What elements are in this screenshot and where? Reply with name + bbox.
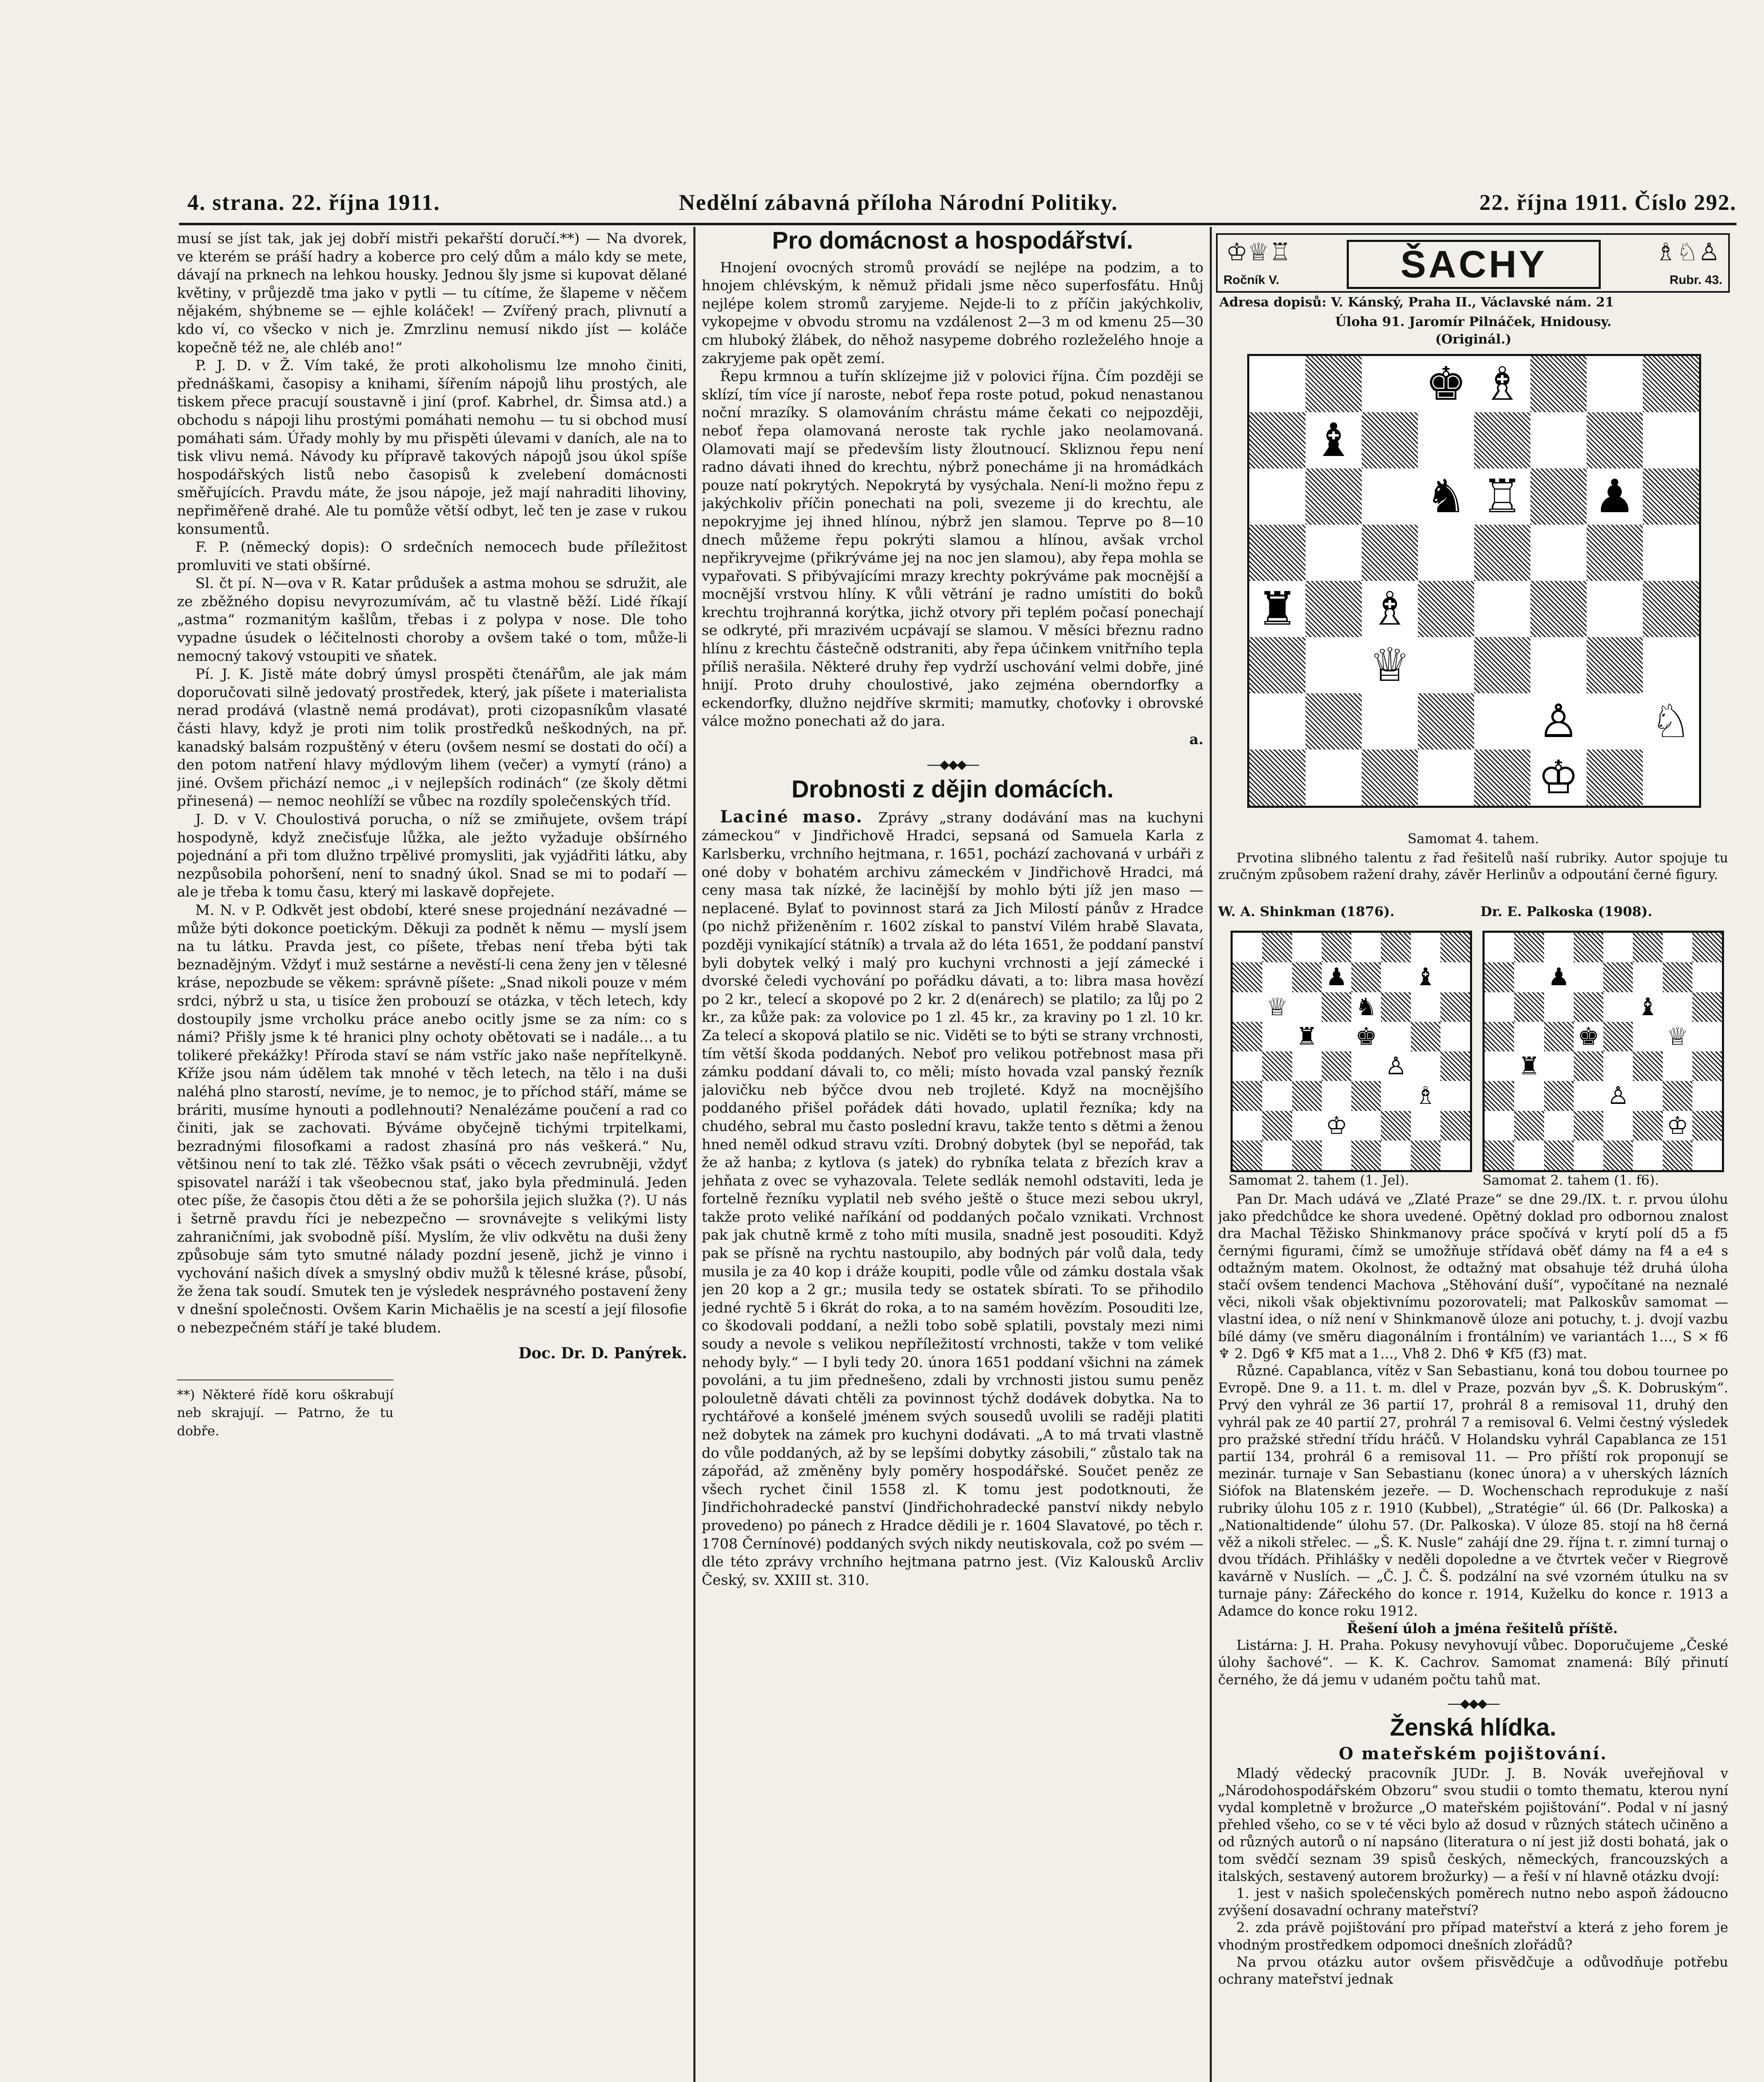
board-square bbox=[1249, 525, 1306, 581]
section-title: Ženská hlídka. bbox=[1390, 1714, 1557, 1741]
board-square bbox=[1587, 693, 1643, 750]
board-square bbox=[1233, 1111, 1262, 1141]
article-signature: a. bbox=[1189, 731, 1203, 748]
board-square bbox=[1603, 992, 1633, 1022]
board-square bbox=[1306, 750, 1362, 806]
board-square bbox=[1603, 1141, 1633, 1170]
board-square bbox=[1306, 525, 1362, 581]
board-square bbox=[1362, 356, 1418, 412]
board-square bbox=[1692, 1081, 1722, 1111]
board-square bbox=[1474, 693, 1530, 750]
author-signature: Doc. Dr. D. Panýrek. bbox=[518, 1345, 687, 1362]
board-square bbox=[1233, 962, 1262, 992]
paragraph: Řepu krmnou a tuřín sklízejme již v polovici října. Čím později se sklízí, tím více jí naroste, neboť řepa roste potud, pokud nenastanou noční mrazíky. S olamováním chrástu máme čekati co nejpozději, neboť řepa olamovaná neroste tak rychle jako neolamovaná. Olamovati mají se především listy žloutnoucí. Skliznou řepu není radno dávati ihned do krechtu, nýbrž ponecháme ji na hromádkách pouze natí pokrytých. Nepokrytá by vysýchala. Není-li možno řepu z jakýchkoliv příčin ponechati na poli, svezeme ji do krechtu, ale nepokryjme jej ihned hlínou, nýbrž jen slamou. Teprve po 8—10 dnech můžeme řepu pokrýti slamou a hlínou, avšak vrchol nepřikryvejme (přikrýváme jej na noc jen slamou), aby řepa mohla se vypařovati. S přibývajícími mrazy krechty pokrýváme pak mocnější a mocnější vrstvou hlíny. K vůli větrání je radno umístiti do boků krechtu trojhranná korýtka, jichž otvory při teplém počasí ponechají se odkryté, při mrazivém ucpávají se slamou. V měsíci březnu radno hlínu z krechtu částečně odstraniti, aby řepa účinkem vnitřního tepla příliš nerašila. Některé druhy řep vydrží uschování velmi dobře, jiné hnijí. Proto druhy choulostivé, jako zejména oberndorfky a eckendorfky, dlužno nejdříve skrmiti; mamutky, choťovky i obrovské válce možno ponechati až do jara. bbox=[702, 368, 1203, 730]
board-square bbox=[1587, 356, 1643, 412]
paragraph: Pan Dr. Mach udává ve „Zlaté Praze“ se dne 29./IX. t. r. prvou úlohu jako předchůdce ke shora uvedené. Opětný doklad pro odbornou znalost dra Machal Těžisko Shinkmanovy práce spočívá v krytí polí d5 a f5 černými figurami, čímž se umožňuje střídavá oběť dámy na f4 a e4 s odtažným matem. Okolnost, že odtažný mat obsahuje též druhá úloha stačí ovšem tendenci Machova „Stěhování duší“, vypočítané na neznalé věci, nikoli však objektivnímu pozorovateli; mat Palkoskův samomat — vlastní idea, o níž není v Shinkmanově úloze ani potuchy, t. j. dvojí vazbu bílé dámy (ve směru diagonálním i frontálním) ve variantách 1…, S × f6 ♆ 2. Dg6 ♆ Kf5 mat a 1…, Vh8 2. Dh6 ♆ Kf5 (f3) mat. bbox=[1218, 1191, 1728, 1362]
board-square bbox=[1322, 1051, 1351, 1081]
column-household bbox=[702, 230, 1203, 2082]
board-square bbox=[1633, 1111, 1662, 1141]
chess-piece-icon: ♚ bbox=[1351, 1022, 1381, 1051]
board-square bbox=[1418, 525, 1474, 581]
board-square bbox=[1514, 962, 1544, 992]
chess-piece-icon: ♜ bbox=[1514, 1051, 1544, 1081]
board-square bbox=[1292, 1051, 1322, 1081]
board-square bbox=[1418, 637, 1474, 693]
board-square bbox=[1544, 933, 1574, 962]
board-square bbox=[1292, 1111, 1322, 1141]
board-square bbox=[1587, 412, 1643, 468]
board-square bbox=[1603, 1022, 1633, 1051]
board-square bbox=[1306, 693, 1362, 750]
board-square bbox=[1633, 962, 1662, 992]
board-square bbox=[1474, 750, 1530, 806]
board-square bbox=[1544, 1081, 1574, 1111]
board-square bbox=[1351, 1051, 1381, 1081]
board-square bbox=[1474, 581, 1530, 637]
board-square bbox=[1322, 1022, 1351, 1051]
board-square bbox=[1351, 1081, 1381, 1111]
chess-piece-icon: ♙ bbox=[1530, 693, 1587, 750]
paragraph: Hnojení ovocných stromů provádí se nejlépe na podzim, a to hnojem chlévským, k němuž přidali jsme něco superfosfátu. Hnůj nejlépe kolem stromů zaryjeme. Nejde-li to z příčin jakýchkoliv, vykopejme v obvodu stromu na vzdálenost 2—3 m od kmenu 25—30 cm hluboký žlábek, do něhož nasypeme dobrého rozleželého hnoje a zakryjeme pak opět zemí. bbox=[702, 259, 1203, 367]
board-square bbox=[1544, 1111, 1574, 1141]
board-square bbox=[1262, 962, 1292, 992]
board-right-caption: Samomat 2. tahem (1. f6). bbox=[1482, 1172, 1659, 1188]
board-square bbox=[1692, 1022, 1722, 1051]
board-square bbox=[1249, 637, 1306, 693]
board-square bbox=[1603, 1051, 1633, 1081]
paragraph: musí se jíst tak, jak jej dobří mistři pekařští doručí.**) — Na dvorek, ve kterém se práší hadry a koberce pro celý dům a málo kdy se mete, dávají na prknech na lehkou housky. Jednou šly jsme si kupovat dělané květiny, v průjezdě tma jako v pytli — tu cítíme, že šlapeme v něčem nějakém, shýbneme se — ejhle koláček! — Zvířený prach, plivnutí a kdo ví, co všecko v nich je. Zmrzlinu nemusí nikdo jíst — koláče kopečně též ne, ale chléb ano!“ bbox=[177, 230, 687, 356]
chess-piece-icon: ♞ bbox=[1351, 992, 1381, 1022]
paragraph: Prvotina slibného talentu z řad řešitelů naší rubriky. Autor spojuje tu zručným způsobem ražení drahy, závěr Herlinův a odpoutání černé figury. bbox=[1218, 850, 1728, 882]
chess-board-main bbox=[1247, 354, 1701, 808]
paragraph: 2. zda právě pojištování pro případ mateřství a která z jeho forem je vhodným prostředkem odpomoci dnešních zlořádů? bbox=[1218, 1920, 1728, 1953]
board-square bbox=[1440, 1141, 1470, 1170]
paragraph: M. N. v P. Odkvět jest období, které snese projednání nezávadné — může býti dokonce poetickým. Děkuji za podnět k němu — myslí jsem na tu látku. Pravda jest, co píšete, třebas není třeba býti tak beznadějným. Vždyť i muž sestárne a nevěstí-li cena ženy jen v tělesné kráse, nepozbude se věkem: správně píšete: „Snad nikoli pouze v mém srdci, nýbrž u sta, u tisíce žen probouzí se otázka, v těch letech, kdy dostoupily jsme vrcholku práce anebo ocitly jsme se za ním: co s námi? Přišly jsme k té hranici plny ochoty obětovati se i nadále… a tu tolikeré překážky! Příroda staví se nám vstříc jako naše nepřítelkyně. Kříže jsou nám údělem tak mnohé v těch letech, na tělo i na duši naléhá plno starostí, nevíme, je to nemoc, je to příchod stáří, máme se bráriti, musíme hynouti a podlehnouti? Nenalézáme poučení a rad co činiti, jak se zachovati. Býváme obyčejně tichými trpitelkami, bezradnými filosofkami a radost zhasíná pro nás veškerá.“ Nu, většinou není to tak zlé. Těžko však psáti o věcech zevrubněji, vždyť spisovatel naráží i tak všeobecnou stať, jako byla předminulá. Jeden otec píše, že časopis čtou děti a že se pohoršila jejich služka (?). U nás i šetrně pravdu říci je nebezpečno — srovnávejte s velikými listy zahraničními, jak svobodně píší. Myslím, že vliv odkvětu na duši ženy způsobuje sám tyto smutné nálady pozdní jeseně, jichž je vinno i vychování našich dívek a smyslný obdiv mužů k tělesné kráse, působí, že žena tak soudí. Smutek ten je výsledek nesprávného postavení ženy v dnešní společnosti. Ovšem Karin Michaëlis je na scestí a její filosofie o nebezpečném stáří je také bludem. bbox=[177, 902, 687, 1336]
page-header bbox=[187, 189, 1737, 223]
chess-piece-icon: ♟ bbox=[1544, 962, 1574, 992]
board-square bbox=[1530, 356, 1587, 412]
board-square bbox=[1411, 1141, 1440, 1170]
footnote: **) Některé řídě koru oškrabují neb skrajují. — Patrno, že tu dobře. bbox=[177, 1380, 394, 1441]
board-square bbox=[1587, 637, 1643, 693]
article-subtitle: Laciné maso. bbox=[720, 807, 863, 827]
board-square bbox=[1249, 468, 1306, 525]
board-square bbox=[1485, 1111, 1514, 1141]
chess-piece-icon: ♞ bbox=[1418, 468, 1474, 525]
board-square bbox=[1474, 637, 1530, 693]
chess-piece-icon: ♚ bbox=[1574, 1022, 1603, 1051]
board-square bbox=[1249, 356, 1306, 412]
board-square bbox=[1643, 637, 1699, 693]
paragraph: J. D. v V. Choulostivá porucha, o níž se zmiňujete, ovšem trápí hospodyně, když znečisťuje lůžka, ale ježto vyžaduje obšírného pojednání a při tom dlužno trpělivé promysliti, jak vyjádřiti látku, aby nezpůsobila pohoršení, není to snadný úkol. Snad se mi to podaří — ale je třeba k tomu času, který mi laskavě dopřejete. bbox=[177, 811, 687, 901]
board-square bbox=[1292, 933, 1322, 962]
board-square bbox=[1411, 1111, 1440, 1141]
volume-label: Ročník V. bbox=[1223, 273, 1279, 287]
board-square bbox=[1603, 962, 1633, 992]
ornament-divider: —⬥⬥⬥— bbox=[1447, 1695, 1499, 1712]
header-right-issue: 22. října 1911. Číslo 292. bbox=[1479, 190, 1737, 215]
board-square bbox=[1440, 962, 1470, 992]
board-square bbox=[1262, 933, 1292, 962]
board-square bbox=[1514, 1141, 1544, 1170]
board-square bbox=[1633, 1081, 1662, 1111]
problem-author: Úloha 91. Jaromír Pilnáček, Hnidousy. bbox=[1335, 314, 1612, 329]
board-square bbox=[1306, 581, 1362, 637]
rubric-label: Rubr. 43. bbox=[1669, 273, 1722, 287]
board-square bbox=[1514, 1022, 1544, 1051]
board-square bbox=[1530, 525, 1587, 581]
paragraph: Pí. J. K. Jistě máte dobrý úmysl prospěti čtenářům, ale jak mám doporučovati silně jedovatý prostředek, který, jak píšete i materialista nerad prodává (vlastně nemá prodávat), proti cizopasníkům vlasaté části hlavy, když je proti nim tolik prostředků neškodných, na př. kanadský balsám rozpuštěný v éteru (ovšem nesmí se dostati do očí) a den potom natření hlavy mýdlovým lihem (večer) a vymytí (ráno) a jiné. Ovšem přichází nemoc „i v nejlepších rodinách“ (ze školy dětmi přinesená) — nemoc neohlíží se vůbec na rozdíly společenských tříd. bbox=[177, 666, 687, 810]
board-square bbox=[1411, 933, 1440, 962]
board-square bbox=[1485, 1081, 1514, 1111]
board-square bbox=[1362, 525, 1418, 581]
paragraph: P. J. D. v Ž. Vím také, že proti alkoholismu lze mnoho činiti, přednáškami, časopisy a knihami, šířením nápojů lihu prostých, ale tiskem přece pracují soustavně i jiní (prof. Kabrhel, dr. Šimsa atd.) a obchodu s nápoji lihu prostými pomáhati nemohu — tu si obchod musí pomáhati sám. Úřady mohly by mu přispěti úlevami v daních, ale na to tisk vlivu nemá. Návody ku přípravě takových nápojů jsou úkol spíše hospodářských listů nebo časopisů k zvelebení domácnosti směřujících. Pravdu máte, že jsou nápoje, jež mají nahraditi lihoviny, nepřiměřeně drahé. Ale tu pomůže větší odbyt, leč ten je zase v rukou konsumentů. bbox=[177, 357, 687, 538]
board-square bbox=[1474, 412, 1530, 468]
board-square bbox=[1663, 933, 1692, 962]
board-square bbox=[1292, 1141, 1322, 1170]
board-square bbox=[1643, 412, 1699, 468]
chess-piece-icon: ♔ bbox=[1530, 750, 1587, 806]
board-square bbox=[1418, 693, 1474, 750]
paragraph: F. P. (německý dopis): O srdečních nemocech bude příležitost promluviti ve stati obšírné. bbox=[177, 539, 687, 574]
board-square bbox=[1306, 637, 1362, 693]
board-square bbox=[1381, 962, 1410, 992]
board-square bbox=[1587, 581, 1643, 637]
board-square bbox=[1381, 1111, 1410, 1141]
board-square bbox=[1692, 992, 1722, 1022]
chess-piece-icon: ♙ bbox=[1381, 1051, 1410, 1081]
chess-piece-icon: ♚ bbox=[1418, 356, 1474, 412]
board-square bbox=[1663, 962, 1692, 992]
board-square bbox=[1322, 992, 1351, 1022]
board-square bbox=[1643, 750, 1699, 806]
chess-piece-icon: ♙ bbox=[1603, 1081, 1633, 1111]
chess-piece-icon: ♗ bbox=[1474, 356, 1530, 412]
chess-piece-icon: ♕ bbox=[1362, 637, 1418, 693]
chess-title: ŠACHY bbox=[1347, 240, 1601, 289]
board-square bbox=[1544, 1051, 1574, 1081]
board-square bbox=[1514, 1081, 1544, 1111]
board-square bbox=[1351, 1141, 1381, 1170]
board-square bbox=[1292, 992, 1322, 1022]
board-square bbox=[1381, 1081, 1410, 1111]
board-square bbox=[1381, 933, 1410, 962]
board-square bbox=[1603, 933, 1633, 962]
board-square bbox=[1362, 693, 1418, 750]
board-square bbox=[1530, 637, 1587, 693]
board-square bbox=[1322, 1141, 1351, 1170]
board-square bbox=[1306, 356, 1362, 412]
board-square bbox=[1692, 1051, 1722, 1081]
board-square bbox=[1233, 1141, 1262, 1170]
board-square bbox=[1381, 1141, 1410, 1170]
board-square bbox=[1440, 1022, 1470, 1051]
chess-piece-icon: ♗ bbox=[1411, 1081, 1440, 1111]
board-left-author: W. A. Shinkman (1876). bbox=[1218, 904, 1395, 919]
board-left-caption: Samomat 2. tahem (1. Jel). bbox=[1228, 1172, 1409, 1188]
board-square bbox=[1418, 581, 1474, 637]
board-square bbox=[1362, 750, 1418, 806]
paragraph: Mladý vědecký pracovník JUDr. J. B. Novák uveřejňoval v „Národohospodářském Obzoru“ svou studii o tomto thematu, kterou nyní vydal kompletně v brožurce „O mateřském pojištování“. Podal v ní jasný přehled všeho, co se v té věci bylo až dosud v různých státech učiněno a od různých autorů o ní napsáno (literatura o ní jest již dosti bohatá, jak o tom svědčí seznam 39 spisů českých, německých, francouzských a italských, sestavený autorem brožurky) — a řeší v ní hlavně otázku dvojí: bbox=[1218, 1765, 1728, 1884]
column-divider-2 bbox=[1210, 227, 1212, 2082]
board-square bbox=[1587, 750, 1643, 806]
board-square bbox=[1544, 1022, 1574, 1051]
chess-piece-icon: ♕ bbox=[1663, 1022, 1692, 1051]
header-left-page-number: 4. strana. 22. října 1911. bbox=[187, 190, 441, 215]
chess-piece-icon: ♖ bbox=[1474, 468, 1530, 525]
board-square bbox=[1440, 1111, 1470, 1141]
board-square bbox=[1262, 1111, 1292, 1141]
board-square bbox=[1411, 992, 1440, 1022]
chess-board-left bbox=[1231, 931, 1472, 1172]
board-square bbox=[1362, 468, 1418, 525]
board-square bbox=[1544, 992, 1574, 1022]
problem-caption: Samomat 4. tahem. bbox=[1408, 831, 1539, 847]
board-square bbox=[1233, 1051, 1262, 1081]
board-square bbox=[1514, 1111, 1544, 1141]
chess-piece-icon: ♝ bbox=[1411, 962, 1440, 992]
column-divider-1 bbox=[693, 227, 695, 2082]
board-square bbox=[1440, 933, 1470, 962]
paragraph: Listárna: J. H. Praha. Pokusy nevyhovují vůbec. Doporučujeme „České úlohy šachové“. — K. K. Cachrov. Samomat znamená: Bílý přinutí černého, že dá jemu v udaném počtu tahů mat. bbox=[1218, 1637, 1728, 1688]
board-square bbox=[1485, 1141, 1514, 1170]
section-title: Pro domácnost a hospodářství. bbox=[772, 230, 1133, 254]
board-right-author: Dr. E. Palkoska (1908). bbox=[1480, 904, 1652, 919]
board-square bbox=[1574, 962, 1603, 992]
board-square bbox=[1411, 1051, 1440, 1081]
ornament-divider: —⬥⬥⬥— bbox=[927, 756, 979, 773]
board-square bbox=[1485, 992, 1514, 1022]
board-square bbox=[1574, 1111, 1603, 1141]
board-square bbox=[1574, 933, 1603, 962]
board-square bbox=[1663, 1051, 1692, 1081]
board-square bbox=[1233, 1022, 1262, 1051]
board-square bbox=[1351, 962, 1381, 992]
chess-board-right bbox=[1482, 931, 1724, 1172]
board-square bbox=[1663, 1081, 1692, 1111]
chess-piece-icon: ♘ bbox=[1643, 693, 1699, 750]
board-square bbox=[1643, 356, 1699, 412]
chess-piece-icon: ♜ bbox=[1249, 581, 1306, 637]
board-square bbox=[1474, 525, 1530, 581]
board-square bbox=[1633, 1051, 1662, 1081]
chess-piece-icon: ♜ bbox=[1292, 1022, 1322, 1051]
chess-pieces-icon: ♔♕♖ bbox=[1226, 238, 1291, 266]
chess-piece-icon: ♝ bbox=[1306, 412, 1362, 468]
header-rule bbox=[179, 223, 1737, 225]
board-square bbox=[1233, 992, 1262, 1022]
board-square bbox=[1440, 992, 1470, 1022]
chess-piece-icon: ♗ bbox=[1362, 581, 1418, 637]
board-square bbox=[1587, 525, 1643, 581]
board-square bbox=[1322, 933, 1351, 962]
board-square bbox=[1485, 1051, 1514, 1081]
chess-section-header bbox=[1216, 233, 1730, 293]
board-square bbox=[1485, 1022, 1514, 1051]
board-square bbox=[1411, 1022, 1440, 1051]
article-subtitle: O mateřském pojištování. bbox=[1338, 1744, 1608, 1764]
paragraph: Různé. Capablanca, vítěz v San Sebastianu, koná tou dobou tournee po Evropě. Dne 9. a 11. t. m. dlel v Praze, pozván byv „Š. K. Dobruským“. Prvý den vyhrál ze 36 partií 17, prohrál 8 a remisoval 11, druhý den vyhrál pak ze 40 partií 27, prohrál 7 a remisoval 6. Velmi čestný výsledek pro pražské střední třídu hráčů. V Holandsku vyhrál Capablanca ze 151 partií 134, prohrál 6 a remisoval 11. — Pro příští rok proponují se mezinár. turnaje v San Sebastianu (konec února) a v uherských lázních Siófok na Blatenském jezeře. — D. Wochenschach reprodukuje z naší rubriky úlohu 105 z r. 1910 (Kubbel), „Stratégie“ úl. 66 (Dr. Palkoska) a „Nationaltidende“ úlohu 57. (Dr. Palkoska). V úloze 85. stojí na h8 černá věž a nikoli střelec. — „Š. K. Nusle“ zahájí dne 29. října t. r. zimní turnaj o dvou třídách. Přihlášky v neděli dopoledne a ve čtvrtek večer v Riegrově kavárně v Nuslích. — „Č. J. Č. Š. podzální na své vzorném útulku na sv turnaje pány: Zářeckého do konce r. 1914, Kuželku do konce r. 1913 a Adamce do konce roku 1912. bbox=[1218, 1363, 1728, 1619]
board-square bbox=[1306, 468, 1362, 525]
board-square bbox=[1643, 525, 1699, 581]
board-square bbox=[1692, 962, 1722, 992]
paragraph: Sl. čt pí. N—ova v R. Katar průdušek a astma mohou se sdružit, ale ze zběžného dopisu nevyrozumívám, ač tu vlastně běží. Lidé říkají „astma“ rozmanitým kašlům, třebas i z polypa v nose. Dle toho vypadne úsudek o léčitelnosti choroby a ovšem také o tom, může-li nemocný takový vstoupiti ve sňatek. bbox=[177, 575, 687, 665]
board-square bbox=[1262, 1022, 1292, 1051]
board-square bbox=[1574, 1051, 1603, 1081]
board-square bbox=[1233, 1081, 1262, 1111]
chess-piece-icon: ♟ bbox=[1587, 468, 1643, 525]
board-square bbox=[1418, 412, 1474, 468]
board-square bbox=[1485, 962, 1514, 992]
board-square bbox=[1692, 933, 1722, 962]
board-square bbox=[1574, 1081, 1603, 1111]
chess-piece-icon: ♟ bbox=[1322, 962, 1351, 992]
board-square bbox=[1262, 1051, 1292, 1081]
chess-piece-icon: ♕ bbox=[1262, 992, 1292, 1022]
board-square bbox=[1362, 412, 1418, 468]
problem-original: (Originál.) bbox=[1435, 332, 1512, 347]
board-square bbox=[1530, 468, 1587, 525]
board-square bbox=[1262, 1081, 1292, 1111]
board-square bbox=[1530, 412, 1587, 468]
chess-piece-icon: ♔ bbox=[1663, 1111, 1692, 1141]
board-square bbox=[1381, 1022, 1410, 1051]
board-square bbox=[1514, 933, 1544, 962]
board-square bbox=[1530, 581, 1587, 637]
board-square bbox=[1381, 992, 1410, 1022]
board-square bbox=[1418, 750, 1474, 806]
board-square bbox=[1633, 1141, 1662, 1170]
board-square bbox=[1292, 962, 1322, 992]
board-square bbox=[1692, 1111, 1722, 1141]
paragraph: Na prvou otázku autor ovšem přisvědčuje a odůvodňuje potřebu ochrany mateřství jednak bbox=[1218, 1954, 1728, 1987]
board-square bbox=[1249, 693, 1306, 750]
chess-piece-icon: ♔ bbox=[1322, 1111, 1351, 1141]
board-square bbox=[1322, 1081, 1351, 1111]
board-square bbox=[1544, 1141, 1574, 1170]
board-square bbox=[1485, 933, 1514, 962]
board-square bbox=[1440, 1081, 1470, 1111]
board-square bbox=[1574, 992, 1603, 1022]
board-square bbox=[1440, 1051, 1470, 1081]
board-square bbox=[1633, 933, 1662, 962]
board-square bbox=[1574, 1141, 1603, 1170]
paragraph: Řešení úloh a jména řešitelů příště. bbox=[1347, 1620, 1618, 1637]
board-square bbox=[1692, 1141, 1722, 1170]
chess-address: Adresa dopisů: V. Kánský, Praha II., Václavské nám. 21 bbox=[1219, 295, 1614, 310]
chess-pieces-icon: ♗♘♙ bbox=[1655, 238, 1720, 266]
chess-piece-icon: ♝ bbox=[1633, 992, 1662, 1022]
board-square bbox=[1351, 933, 1381, 962]
header-center-title: Nedělní zábavná příloha Národní Politiky. bbox=[679, 190, 1118, 215]
column-chess-women bbox=[1218, 1191, 1728, 2082]
paragraph: Zprávy „strany dodávání mas na kuchyni zámeckou“ v Jindřichově Hradci, sepsaná od Samuela Karla z Karlsberku, vrchního hejtmana, r. 1651, pochází zachovaná v urbáři z oné doby v bohatém archivu zámeckém v Jindřichově Hradci, má ceny masa tak nízké, že lacinější by mohlo býti jíž jen maso — neplacené. Bylať to povinnost stará za Jich Milostí pánův z Hradce (po nichž přiženěním r. 1602 získal to panství Vilém hrabě Slavata, později vynikající státník) a trvala až do léta 1651, že poddaní panství byli dobytek velký i malý pro kuchyni vrchnosti a její zámecké i dvorské čeledi vychování po pořádku dávati, a to: libra masa hovězí po 2 kr., telecí a skopové po 2 kr. 2 d(enárech) se platilo; za lůj po 2 kr., za kůže pak: za volovice po 1 zl. 45 kr., za kraviny po 1 zl. 10 kr. Za telecí a skopová platilo se nic. Viděti se to býti se strany vrchnosti, tím větší škoda poddaných. Neboť pro velikou potřebnost masa při zámku poddaní dávali to, co měli; místo hovada vzal panský řezník jalovičku neb býčce dvou neb trojleté. Když na mocnějšího poddaného přišel pořádek dáti hovado, uplatil řezníka; kdy na chudého, sebral mu často poslední kravu, takže tento s dětmi a ženou hned neměl odkud stravu vzíti. Drobný dobytek (byl se nepořád, tak že až hanba; z kytlova (s jatek) do rybníka telata z březích krav a jehňata z ovec se vyhazovala. Telete sedlák nemohl odstaviti, leda je fortelně řezníku vyplatil neb svého ještě o štuce mezi sebou ukryl, takže proto veliké naříkání od poddaných počalo vznikati. Vrchnost pak jak chutně krmě z toho míti musila, snadně jest posouditi. Když pak se přísně na rychtu nastoupilo, aby bodných pár volů dala, tedy musila je za 40 kop i dráže koupiti, podle vůle od zámku dostala však jen 20 kop a 2 gr.; musila tedy se ostatek sbírati. To se přihodilo jedné rychtě 5 i 6krát do roka, a to na samém hovězím. Posouditi lze, co škodovali poddaní, a nežli tobo sobě splatili, povstaly mezi nimi soudy a nevole s velikou nepříležitostí vrchnosti, takže v tom veliké nehody byly.“ — I byli tedy 20. února 1651 poddaní všichni na zámek povoláni, a tu jim přednešeno, zdali by vrchnosti jistou sumu peněz polouletně dávati chtěli za povinnost týchž dodávek dobytka. Na to rychtářové a konšelé jménem svých sousedů uvolili se raději platiti než dobytek na zámek pro kuchyni dodávati. „A to má trvati vlastně do vůle poddaných, až by se lepšími dobytky zásobili,“ zůstalo tak na zápořád, až změněny byly poměry hospodářské. Součet peněz ze všech rychet činil 1558 zl. K tomu jest podotknouti, že Jindřichohradecké panství (Jindřichohradecké panství nikdy nebylo provedeno) po pánech z Hradce dědili je r. 1604 Slavatové, po těch r. 1708 Černínové) poddaných svých nikdy neutiskovala, což po svém — dle této zprávy vrchního hejtmana patrno jest. (Viz Kalousků Arcliv Český, sv. XXIII st. 310. bbox=[702, 809, 1203, 1589]
board-square bbox=[1633, 1022, 1662, 1051]
board-square bbox=[1233, 933, 1262, 962]
board-square bbox=[1292, 1081, 1322, 1111]
paragraph: 1. jest v našich společenských poměrech nutno nebo aspoň žádoucno zvýšení dosavadní ochrany mateřství? bbox=[1218, 1885, 1728, 1919]
board-square bbox=[1249, 750, 1306, 806]
column-letters bbox=[177, 230, 687, 2082]
board-square bbox=[1663, 992, 1692, 1022]
board-square bbox=[1262, 1141, 1292, 1170]
board-square bbox=[1643, 468, 1699, 525]
board-square bbox=[1514, 992, 1544, 1022]
board-square bbox=[1249, 412, 1306, 468]
section-title: Drobnosti z dějin domácích. bbox=[791, 776, 1114, 803]
board-square bbox=[1351, 1111, 1381, 1141]
board-square bbox=[1603, 1111, 1633, 1141]
board-square bbox=[1643, 581, 1699, 637]
board-square bbox=[1663, 1141, 1692, 1170]
